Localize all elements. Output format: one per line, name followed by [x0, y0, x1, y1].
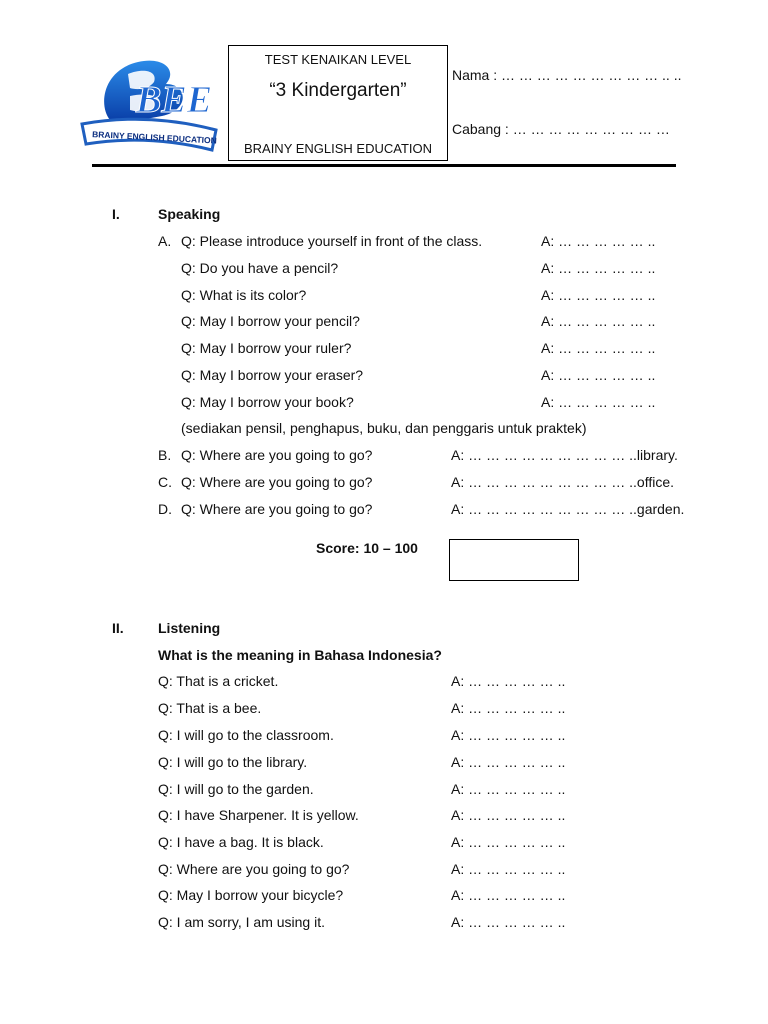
cabang-field: Cabang : … … … … … … … … … [452, 121, 670, 137]
listening-question: Q: I am sorry, I am using it. [158, 914, 326, 930]
listening-answer: A: … … … … … .. [451, 673, 566, 689]
listening-question: Q: I will go to the library. [158, 754, 308, 770]
bee-logo [78, 50, 220, 160]
item-prefix: A. [158, 233, 172, 249]
section-title-speaking: Speaking [158, 206, 221, 222]
level-title: “3 Kindergarten” [269, 80, 407, 101]
listening-answer: A: … … … … … .. [451, 914, 566, 930]
speaking-question: Q: Where are you going to go? [181, 447, 373, 463]
item-prefix: B. [158, 447, 172, 463]
listening-answer: A: … … … … … .. [451, 834, 566, 850]
speaking-question: Q: May I borrow your book? [181, 394, 354, 410]
listening-question: Q: I will go to the garden. [158, 781, 314, 797]
item-prefix: D. [158, 501, 172, 517]
title-box [228, 45, 448, 161]
org-name: BRAINY ENGLISH EDUCATION [243, 141, 433, 156]
listening-answer: A: … … … … … .. [451, 781, 566, 797]
speaking-answer: A: … … … … … .. [541, 287, 656, 303]
item-prefix: C. [158, 474, 172, 490]
score-label: Score: 10 – 100 [316, 540, 418, 556]
listening-answer: A: … … … … … .. [451, 700, 566, 716]
speaking-question: Q: May I borrow your pencil? [181, 313, 360, 329]
speaking-question: Q: What is its color? [181, 287, 307, 303]
logo-letters: BEE [136, 79, 213, 121]
speaking-question: Q: Where are you going to go? [181, 474, 373, 490]
header-divider [92, 164, 676, 167]
score-box [449, 539, 579, 581]
nama-field: Nama : … … … … … … … … … .. .. [452, 67, 682, 83]
listening-answer: A: … … … … … .. [451, 754, 566, 770]
section-number-speaking: I. [112, 206, 120, 222]
speaking-answer: A: … … … … … .. [541, 394, 656, 410]
speaking-answer: A: … … … … … … … … … ..garden. [451, 501, 685, 517]
section-title-listening: Listening [158, 620, 221, 636]
speaking-question: Q: Where are you going to go? [181, 501, 373, 517]
speaking-answer: A: … … … … … .. [541, 367, 656, 383]
test-title: TEST KENAIKAN LEVEL [264, 52, 412, 67]
section-number-listening: II. [112, 620, 124, 636]
speaking-answer: A: … … … … … .. [541, 260, 656, 276]
speaking-answer: A: … … … … … .. [541, 233, 656, 249]
logo-banner-text: BRAINY ENGLISH EDUCATION [91, 129, 218, 146]
listening-question: Q: I have a bag. It is black. [158, 834, 324, 850]
listening-answer: A: … … … … … .. [451, 887, 566, 903]
listening-subtitle: What is the meaning in Bahasa Indonesia? [158, 647, 442, 663]
listening-answer: A: … … … … … .. [451, 861, 566, 877]
listening-question: Q: May I borrow your bicycle? [158, 887, 344, 903]
listening-question: Q: I have Sharpener. It is yellow. [158, 807, 359, 823]
speaking-note: (sediakan pensil, penghapus, buku, dan penggaris untuk praktek) [181, 420, 587, 436]
listening-question: Q: That is a cricket. [158, 673, 279, 689]
speaking-question: Q: Please introduce yourself in front of the class. [181, 233, 483, 249]
listening-question: Q: That is a bee. [158, 700, 262, 716]
speaking-question: Q: May I borrow your eraser? [181, 367, 364, 383]
speaking-answer: A: … … … … … .. [541, 313, 656, 329]
speaking-question: Q: May I borrow your ruler? [181, 340, 352, 356]
listening-answer: A: … … … … … .. [451, 807, 566, 823]
listening-answer: A: … … … … … .. [451, 727, 566, 743]
speaking-answer: A: … … … … … … … … … ..library. [451, 447, 678, 463]
speaking-answer: A: … … … … … … … … … ..office. [451, 474, 675, 490]
listening-question: Q: I will go to the classroom. [158, 727, 334, 743]
listening-question: Q: Where are you going to go? [158, 861, 350, 877]
speaking-answer: A: … … … … … .. [541, 340, 656, 356]
speaking-question: Q: Do you have a pencil? [181, 260, 339, 276]
